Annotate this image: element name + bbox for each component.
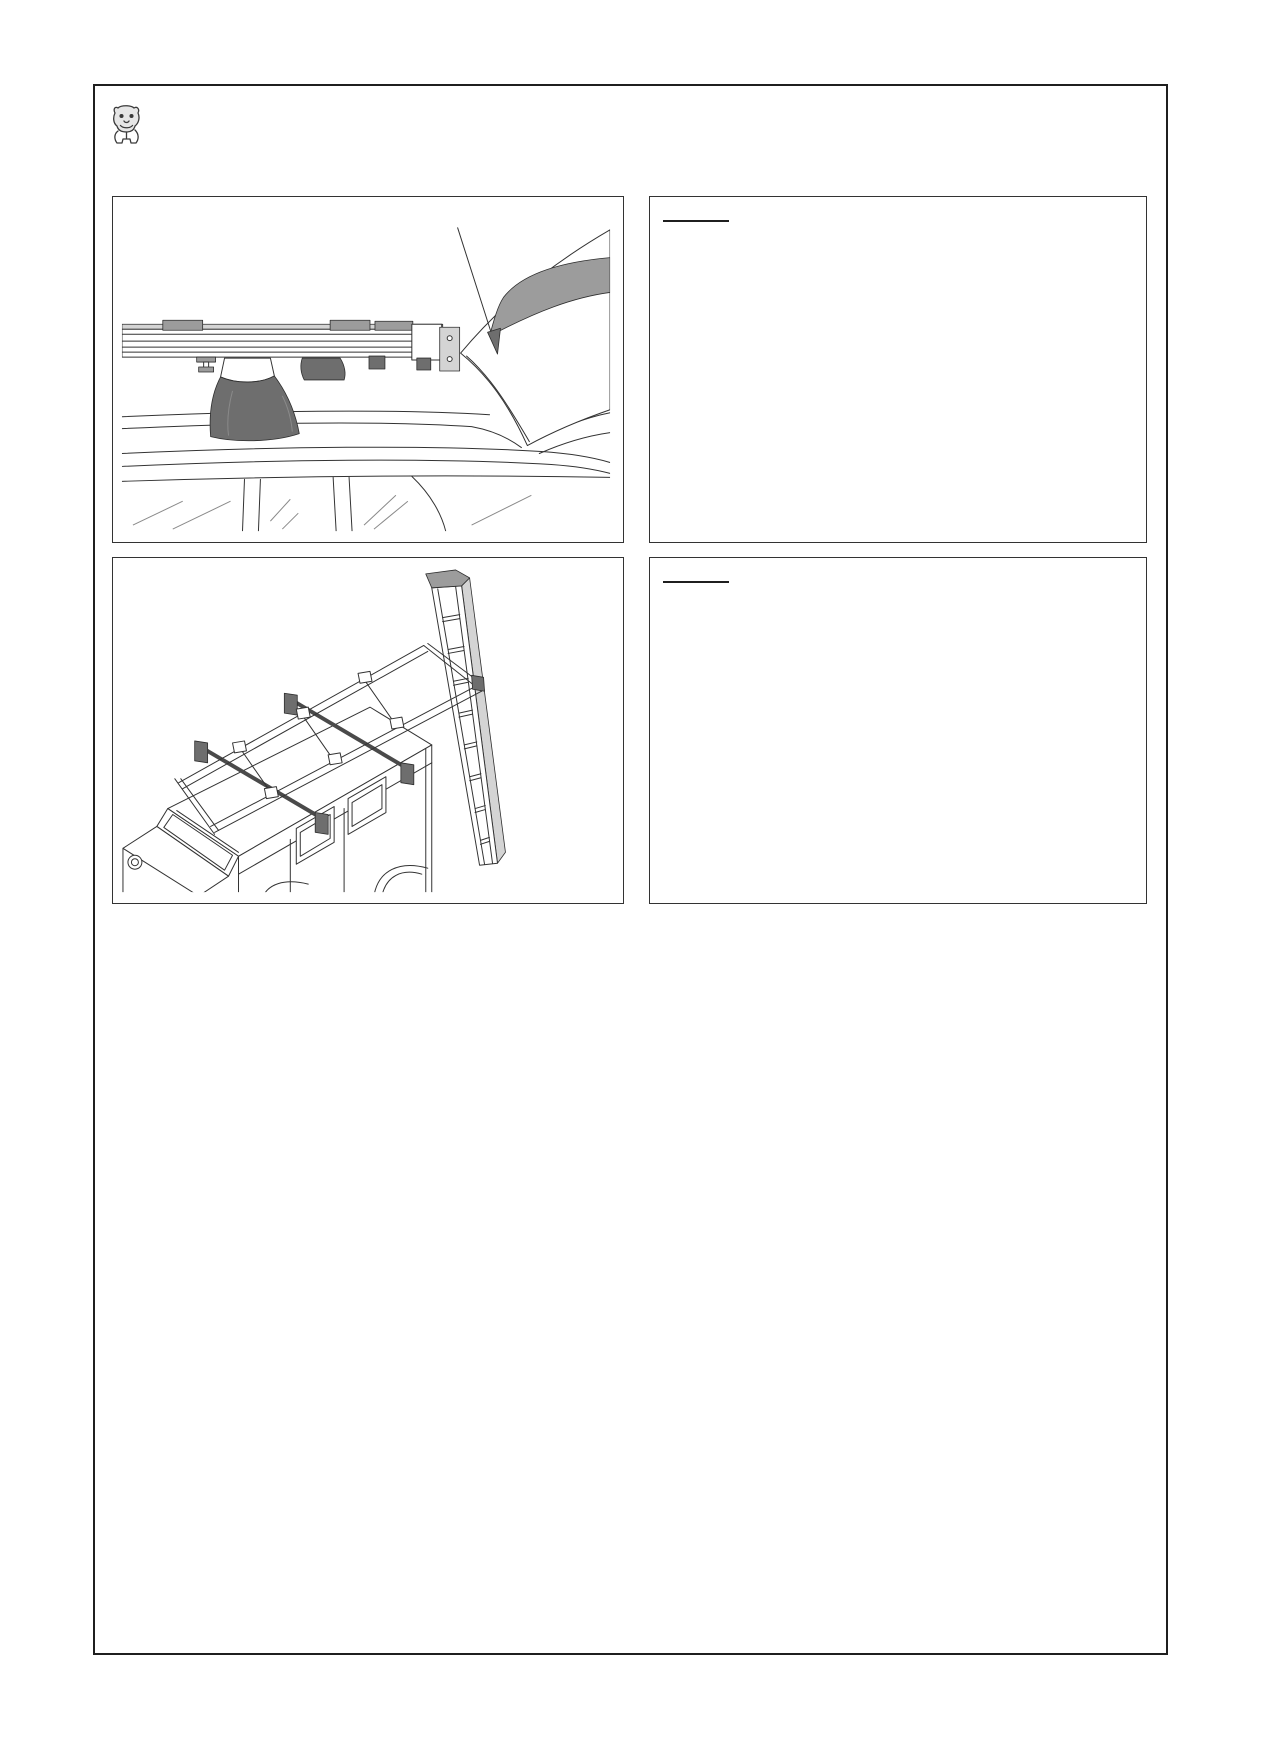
note-panel-1 — [649, 196, 1147, 543]
load-sheet — [461, 230, 610, 446]
note-heading-rule — [663, 220, 729, 222]
rear-foot-pad — [301, 358, 345, 380]
t-bolt-knob — [197, 357, 216, 372]
car-windows — [122, 476, 610, 531]
front-foot-pad — [210, 358, 299, 441]
figure-panel-2 — [112, 557, 624, 904]
note-heading-rule — [663, 581, 729, 583]
note-panel-2 — [649, 557, 1147, 904]
ladder-clamp — [472, 675, 485, 691]
bulldog-logo-icon — [108, 103, 145, 145]
figure-panel-1 — [112, 196, 624, 543]
vehicle-ladder-rack-illustration — [113, 558, 623, 903]
ladder — [426, 570, 506, 865]
roof-bar-load-sheet-illustration — [113, 197, 623, 542]
roof-bar — [122, 320, 460, 371]
